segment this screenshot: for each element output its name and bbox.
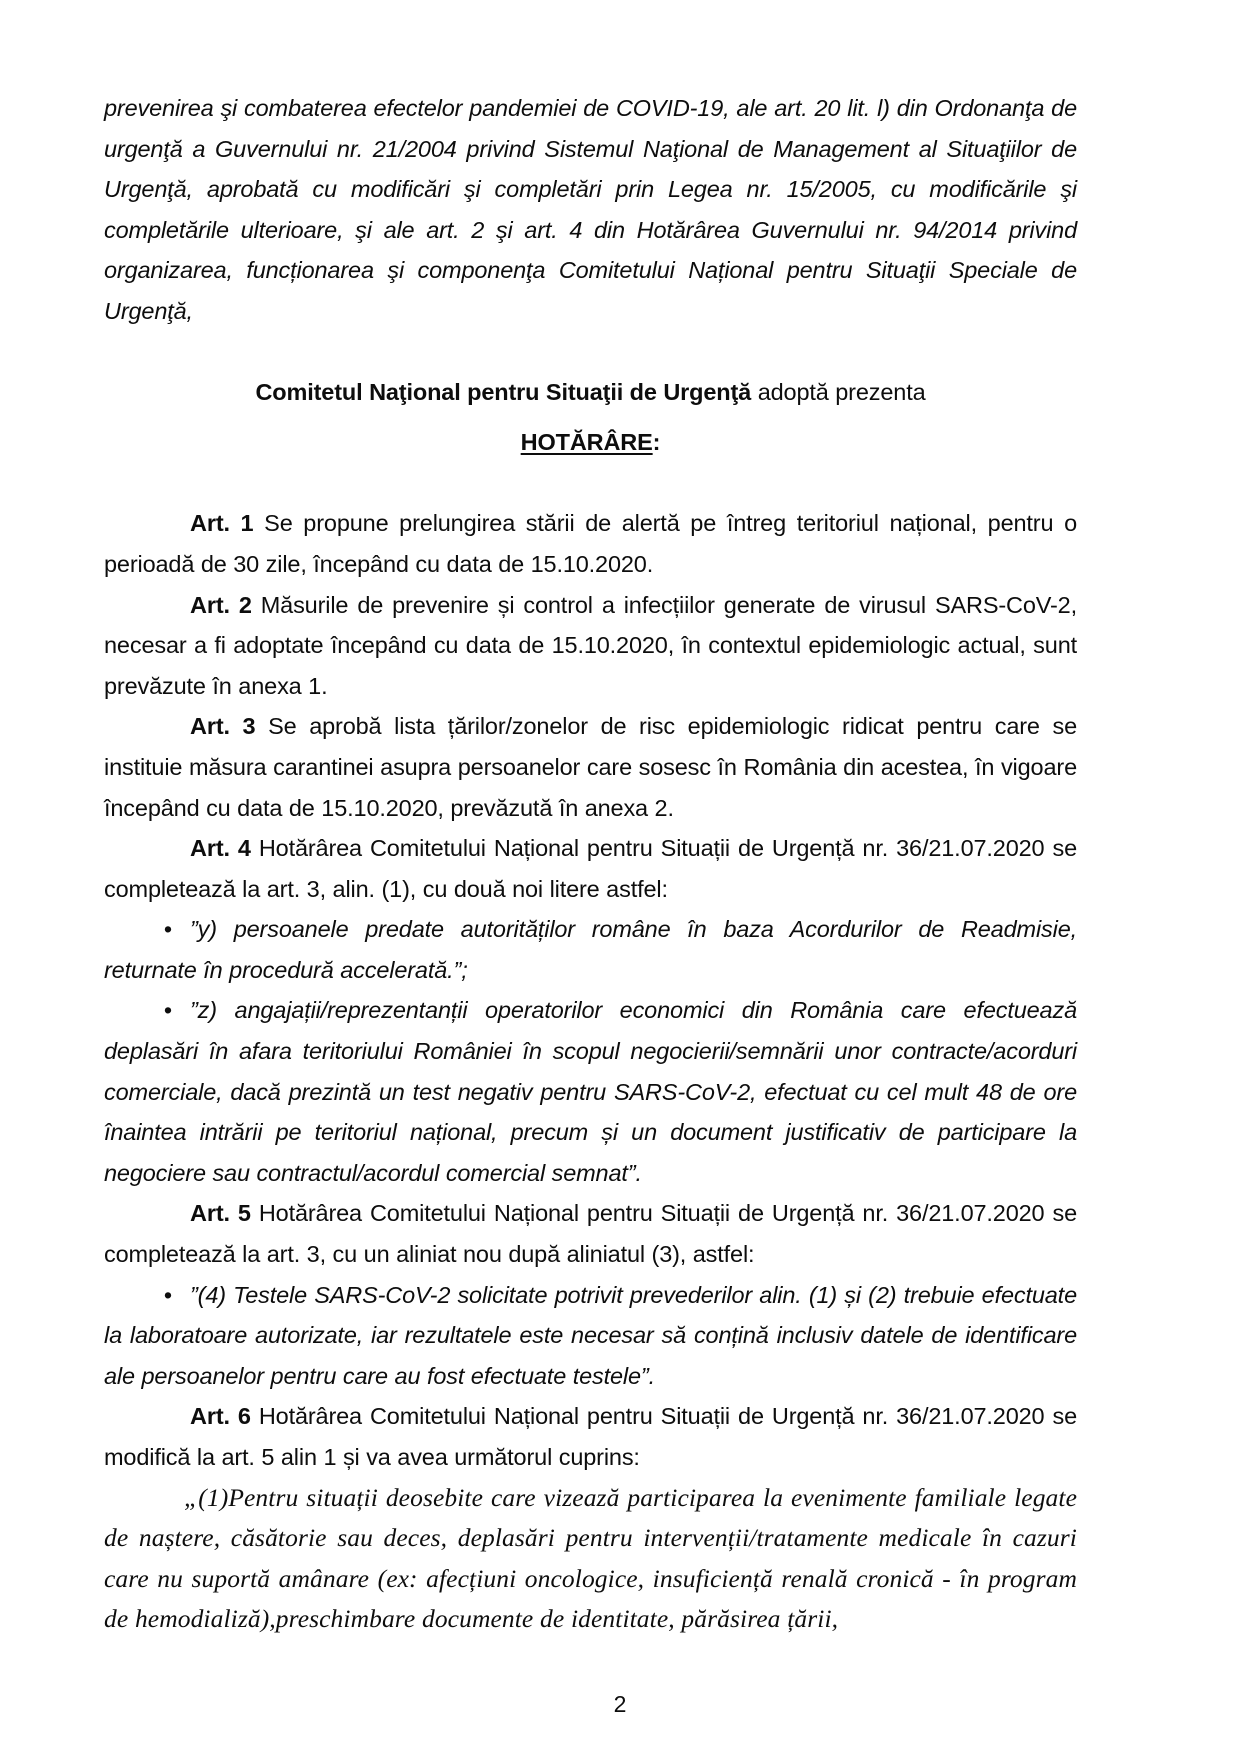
article-text-6: Hotărârea Comitetului Național pentru Situații de Urgență nr. 36/21.07.2020 se modifică la art. 5 alin 1 și va avea următorul cuprins:	[104, 1403, 1077, 1470]
article-text-4: Hotărârea Comitetului Național pentru Situații de Urgență nr. 36/21.07.2020 se completează la art. 3, alin. (1), cu două noi litere astfel:	[104, 835, 1077, 902]
article-paragraph-6	[104, 1396, 1077, 1477]
decision-heading-underlined: HOTĂRÂRE	[520, 429, 653, 456]
document-body	[104, 88, 1077, 1640]
bullet-text-y: ”y) persoanele predate autorităților române în baza Acordurilor de Readmisie, returnate în procedură accelerată.”;	[104, 916, 1077, 983]
decision-heading-colon: :	[652, 429, 661, 456]
article-paragraph-2	[104, 585, 1077, 707]
bullet-marker-icon: •	[163, 997, 172, 1024]
article-paragraph-3	[104, 706, 1077, 828]
article-label-2: Art. 2	[190, 591, 252, 618]
bullet-marker-icon: •	[163, 1281, 172, 1308]
article-paragraph-4	[104, 828, 1077, 909]
adoption-line	[104, 372, 1077, 413]
preamble-paragraph: prevenirea şi combaterea efectelor pandemiei de COVID-19, ale art. 20 lit. l) din Ordonanţa de urgenţă a Guvernului nr. 21/2004 privind Sistemul Naţional de Management al Situaţiilor de Urgenţă, aprobată cu modificări şi completări prin Legea nr. 15/2005, cu modificările şi completările ulterioare, şi ale art. 2 şi art. 4 din Hotărârea Guvernului nr. 94/2014 privind organizarea, funcționarea şi componenţa Comitetului Național pentru Situaţii Speciale de Urgenţă,	[104, 95, 1077, 324]
bullet-item-4	[104, 1275, 1077, 1397]
article-label-4: Art. 4	[190, 835, 251, 862]
adoption-line-rest: adoptă prezenta	[751, 378, 926, 405]
article-text-2: Măsurile de prevenire și control a infecțiilor generate de virusul SARS-CoV-2, necesar a fi adoptate începând cu data de 15.10.2020, în contextul epidemiologic actual, sunt prevăzute în anexa 1.	[104, 591, 1077, 699]
decision-heading	[104, 422, 1077, 463]
page-number: 2	[613, 1691, 627, 1717]
article-text-3: Se aprobă lista țărilor/zonelor de risc epidemiologic ridicat pentru care se instituie măsura carantinei asupra persoanelor care sosesc în România din acestea, în vigoare începând cu data de 15.10.2020, prevăzută în anexa 2.	[104, 713, 1078, 821]
bullet-marker-icon: •	[163, 916, 172, 943]
adoption-line-bold: Comitetul Naţional pentru Situaţii de Urgenţă	[255, 378, 752, 405]
article-paragraph-1	[104, 503, 1077, 584]
article-label-1: Art. 1	[190, 510, 254, 537]
article-text-1: Se propune prelungirea stării de alertă pe întreg teritoriul național, pentru o perioadă de 30 zile, începând cu data de 15.10.2020.	[104, 510, 1077, 577]
article-label-6: Art. 6	[190, 1403, 251, 1430]
article-paragraph-5	[104, 1193, 1077, 1274]
bullet-text-4: ”(4) Testele SARS-CoV-2 solicitate potrivit prevederilor alin. (1) și (2) trebuie efectuate la laboratoare autorizate, iar rezultatele este necesar să conțină inclusiv datele de identificare ale persoanelor pentru care au fost efectuate testele”.	[104, 1281, 1077, 1389]
article-6-quote: „(1)Pentru situații deosebite care vizează participarea la evenimente familiale legate de naștere, căsătorie sau deces, deplasări pentru intervenții/tratamente medicale în cazuri care nu suportă amânare (ex: afecțiuni oncologice, insuficiență renală cronică - în program de hemodializă),preschimbare documente de identitate, părăsirea țării,	[104, 1482, 1077, 1634]
bullet-text-z: ”z) angajații/reprezentanții operatorilor economici din România care efectuează deplasări în afara teritoriului României în scopul negocierii/semnării unor contracte/acorduri comerciale, dacă prezintă un test negativ pentru SARS-CoV-2, efectuat cu cel mult 48 de ore înaintea intrării pe teritoriul național, precum și un document justificativ de participare la negociere sau contractul/acordul comercial semnat”.	[104, 997, 1077, 1186]
bullet-item-z	[104, 990, 1077, 1193]
spacer-after-heading	[104, 463, 1077, 504]
article-label-3: Art. 3	[190, 713, 256, 740]
article-label-5: Art. 5	[190, 1200, 251, 1227]
bullet-item-y	[104, 909, 1077, 990]
article-text-5: Hotărârea Comitetului Național pentru Situații de Urgență nr. 36/21.07.2020 se completează la art. 3, cu un aliniat nou după aliniatul (3), astfel:	[104, 1200, 1077, 1268]
